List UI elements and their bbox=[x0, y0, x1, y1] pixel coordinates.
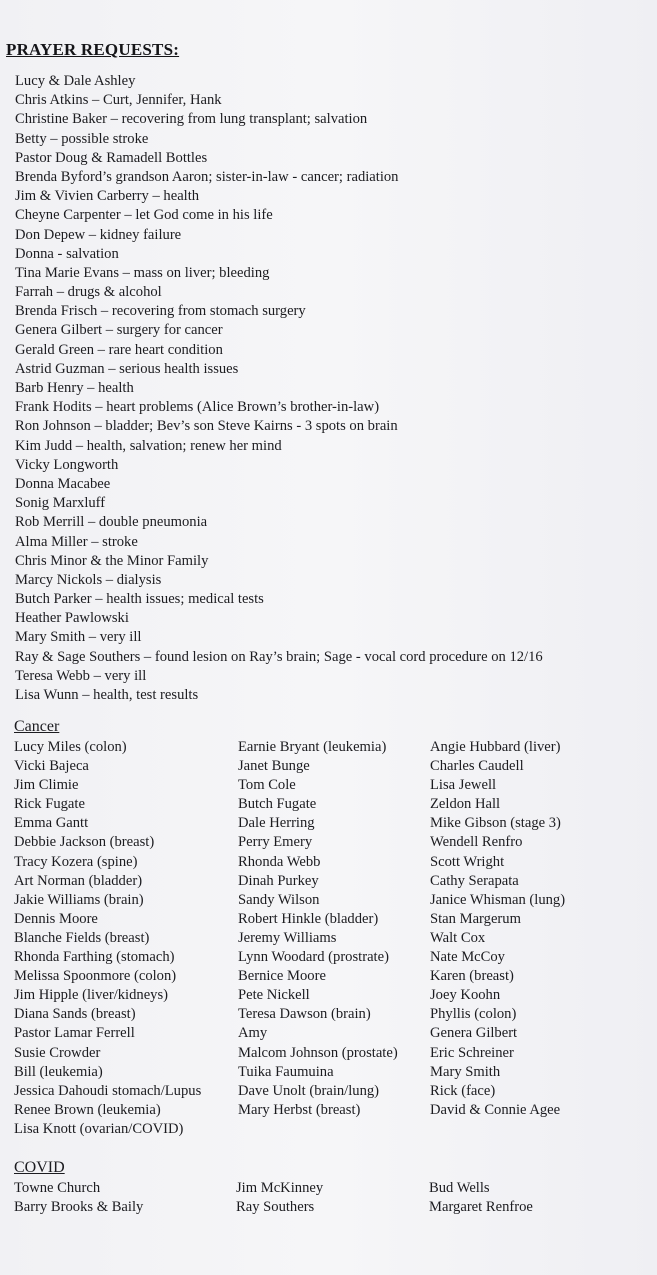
cancer-name-item: Stan Margerum bbox=[430, 910, 521, 927]
prayer-request-item: Chris Minor & the Minor Family bbox=[15, 552, 209, 569]
cancer-name-item: Karen (breast) bbox=[430, 968, 514, 985]
prayer-request-item: Donna Macabee bbox=[15, 475, 111, 492]
cancer-name-item: Emma Gantt bbox=[14, 815, 89, 832]
cancer-name-item: Renee Brown (leukemia) bbox=[14, 1101, 161, 1118]
cancer-name-item: Butch Fugate bbox=[238, 796, 317, 813]
cancer-name-item: Pete Nickell bbox=[238, 987, 310, 1004]
cancer-name-item: Cathy Serapata bbox=[430, 872, 519, 889]
cancer-name-item: Lynn Woodard (prostrate) bbox=[238, 949, 389, 966]
cancer-name-item: Robert Hinkle (bladder) bbox=[238, 910, 379, 927]
cancer-name-item: Earnie Bryant (leukemia) bbox=[238, 739, 387, 755]
prayer-request-item: Alma Miller – stroke bbox=[15, 533, 138, 550]
cancer-name-item: Amy bbox=[238, 1025, 268, 1042]
cancer-name-item: Rhonda Farthing (stomach) bbox=[14, 949, 175, 966]
cancer-name-item: Jessica Dahoudi stomach/Lupus bbox=[14, 1082, 202, 1099]
cancer-name-item: Pastor Lamar Ferrell bbox=[14, 1025, 135, 1042]
covid-section-title: COVID bbox=[14, 1159, 65, 1176]
cancer-name-item: Jeremy Williams bbox=[238, 929, 337, 946]
cancer-name-item: Debbie Jackson (breast) bbox=[14, 834, 155, 851]
cancer-name-item: Rick (face) bbox=[430, 1082, 496, 1099]
prayer-request-item: Betty – possible stroke bbox=[15, 130, 149, 147]
cancer-name-item: Mary Herbst (breast) bbox=[238, 1101, 361, 1118]
prayer-request-item: Don Depew – kidney failure bbox=[15, 226, 182, 243]
cancer-name-item: Tracy Kozera (spine) bbox=[14, 853, 138, 870]
prayer-request-item: Ron Johnson – bladder; Bev’s son Steve Kairns - 3 spots on brain bbox=[15, 418, 398, 435]
covid-column-3 bbox=[429, 1179, 533, 1217]
cancer-name-item: Jim Hipple (liver/kidneys) bbox=[14, 987, 169, 1004]
prayer-request-item: Brenda Byford’s grandson Aaron; sister-in-law - cancer; radiation bbox=[15, 168, 399, 185]
cancer-name-item: Lucy Miles (colon) bbox=[14, 739, 127, 755]
prayer-request-item: Gerald Green – rare heart condition bbox=[15, 341, 223, 358]
prayer-request-item: Vicky Longworth bbox=[15, 456, 119, 473]
prayer-request-item: Farrah – drugs & alcohol bbox=[15, 284, 162, 301]
cancer-name-item: Mike Gibson (stage 3) bbox=[430, 815, 561, 832]
cancer-name-item: Scott Wright bbox=[430, 853, 505, 870]
cancer-name-item: Bernice Moore bbox=[238, 968, 326, 985]
cancer-column-1 bbox=[14, 738, 201, 1139]
cancer-name-item: Lisa Knott (ovarian/COVID) bbox=[14, 1120, 184, 1137]
prayer-request-item: Donna - salvation bbox=[15, 245, 119, 262]
prayer-request-item: Chris Atkins – Curt, Jennifer, Hank bbox=[15, 92, 222, 109]
cancer-name-item: Mary Smith bbox=[430, 1063, 501, 1080]
prayer-request-item: Butch Parker – health issues; medical tests bbox=[15, 591, 264, 608]
prayer-request-item: Christine Baker – recovering from lung transplant; salvation bbox=[15, 111, 368, 128]
cancer-name-item: Tom Cole bbox=[238, 777, 296, 794]
prayer-request-item: Kim Judd – health, salvation; renew her mind bbox=[15, 437, 282, 454]
prayer-requests-heading: PRAYER REQUESTS: bbox=[6, 40, 180, 59]
cancer-name-item: Angie Hubbard (liver) bbox=[430, 739, 561, 755]
cancer-name-item: Tuika Faumuina bbox=[238, 1063, 334, 1080]
cancer-name-item: Art Norman (bladder) bbox=[14, 872, 143, 889]
covid-name-item: Bud Wells bbox=[429, 1180, 490, 1196]
covid-column-2 bbox=[236, 1179, 323, 1217]
cancer-name-item: Wendell Renfro bbox=[430, 834, 523, 851]
cancer-name-item: Janet Bunge bbox=[238, 758, 310, 775]
cancer-name-item: Phyllis (colon) bbox=[430, 1006, 517, 1023]
covid-name-item: Margaret Renfroe bbox=[429, 1199, 533, 1216]
cancer-name-item: Sandy Wilson bbox=[238, 891, 320, 908]
cancer-name-item: Genera Gilbert bbox=[430, 1025, 518, 1042]
prayer-request-item: Barb Henry – health bbox=[15, 380, 134, 396]
prayer-request-item: Teresa Webb – very ill bbox=[15, 667, 147, 684]
cancer-name-item: Rhonda Webb bbox=[238, 853, 321, 870]
prayer-request-item: Brenda Frisch – recovering from stomach surgery bbox=[15, 303, 306, 320]
cancer-name-item: Diana Sands (breast) bbox=[14, 1006, 136, 1023]
prayer-request-item: Heather Pawlowski bbox=[15, 610, 129, 627]
cancer-name-item: Dale Herring bbox=[238, 815, 315, 832]
prayer-request-item: Ray & Sage Southers – found lesion on Ray’s brain; Sage - vocal cord procedure on 12/16 bbox=[15, 648, 543, 665]
cancer-name-item: Lisa Jewell bbox=[430, 777, 497, 794]
covid-name-item: Jim McKinney bbox=[236, 1180, 324, 1196]
cancer-name-item: Teresa Dawson (brain) bbox=[238, 1006, 371, 1023]
cancer-name-item: Perry Emery bbox=[238, 834, 313, 851]
prayer-request-item: Frank Hodits – heart problems (Alice Brown’s brother-in-law) bbox=[15, 399, 380, 416]
cancer-name-item: Dennis Moore bbox=[14, 910, 98, 927]
cancer-name-item: Janice Whisman (lung) bbox=[430, 891, 566, 908]
cancer-name-item: Malcom Johnson (prostate) bbox=[238, 1044, 398, 1061]
cancer-name-item: Susie Crowder bbox=[14, 1044, 101, 1061]
cancer-name-item: Jakie Williams (brain) bbox=[14, 891, 144, 908]
covid-name-item: Ray Southers bbox=[236, 1199, 315, 1216]
cancer-name-item: Charles Caudell bbox=[430, 758, 524, 775]
prayer-request-item: Tina Marie Evans – mass on liver; bleeding bbox=[15, 264, 270, 281]
cancer-name-item: Walt Cox bbox=[430, 929, 486, 946]
prayer-request-item: Astrid Guzman – serious health issues bbox=[15, 360, 239, 377]
prayer-request-item: Lucy & Dale Ashley bbox=[15, 73, 136, 89]
prayer-request-item: Pastor Doug & Ramadell Bottles bbox=[15, 149, 208, 166]
cancer-name-item: Blanche Fields (breast) bbox=[14, 929, 150, 946]
prayer-request-item: Genera Gilbert – surgery for cancer bbox=[15, 322, 223, 339]
cancer-name-item: Vicki Bajeca bbox=[14, 758, 89, 775]
cancer-name-item: Nate McCoy bbox=[430, 949, 505, 966]
prayer-request-item: Rob Merrill – double pneumonia bbox=[15, 514, 208, 531]
cancer-name-item: Zeldon Hall bbox=[430, 796, 501, 813]
cancer-name-item: Rick Fugate bbox=[14, 796, 85, 813]
cancer-section-title: Cancer bbox=[14, 718, 60, 735]
cancer-name-item: Dave Unolt (brain/lung) bbox=[238, 1082, 380, 1099]
prayer-request-item: Cheyne Carpenter – let God come in his life bbox=[15, 207, 273, 224]
prayer-request-item: Marcy Nickols – dialysis bbox=[15, 571, 162, 588]
cancer-column-2 bbox=[238, 738, 398, 1120]
prayer-request-item: Jim & Vivien Carberry – health bbox=[15, 188, 200, 205]
prayer-request-item: Mary Smith – very ill bbox=[15, 629, 142, 646]
covid-column-1 bbox=[14, 1179, 143, 1217]
cancer-name-item: Joey Koohn bbox=[430, 987, 501, 1004]
cancer-column-3 bbox=[430, 738, 565, 1120]
cancer-name-item: Bill (leukemia) bbox=[14, 1063, 103, 1080]
cancer-name-item: Melissa Spoonmore (colon) bbox=[14, 968, 177, 985]
cancer-name-item: Dinah Purkey bbox=[238, 872, 319, 889]
prayer-request-item: Sonig Marxluff bbox=[15, 495, 106, 512]
covid-name-item: Towne Church bbox=[14, 1180, 101, 1196]
prayer-request-list bbox=[15, 72, 543, 705]
cancer-name-item: Eric Schreiner bbox=[430, 1044, 514, 1061]
covid-name-item: Barry Brooks & Baily bbox=[14, 1199, 144, 1216]
prayer-request-item: Lisa Wunn – health, test results bbox=[15, 687, 199, 703]
cancer-name-item: Jim Climie bbox=[14, 777, 79, 794]
cancer-name-item: David & Connie Agee bbox=[430, 1101, 561, 1118]
